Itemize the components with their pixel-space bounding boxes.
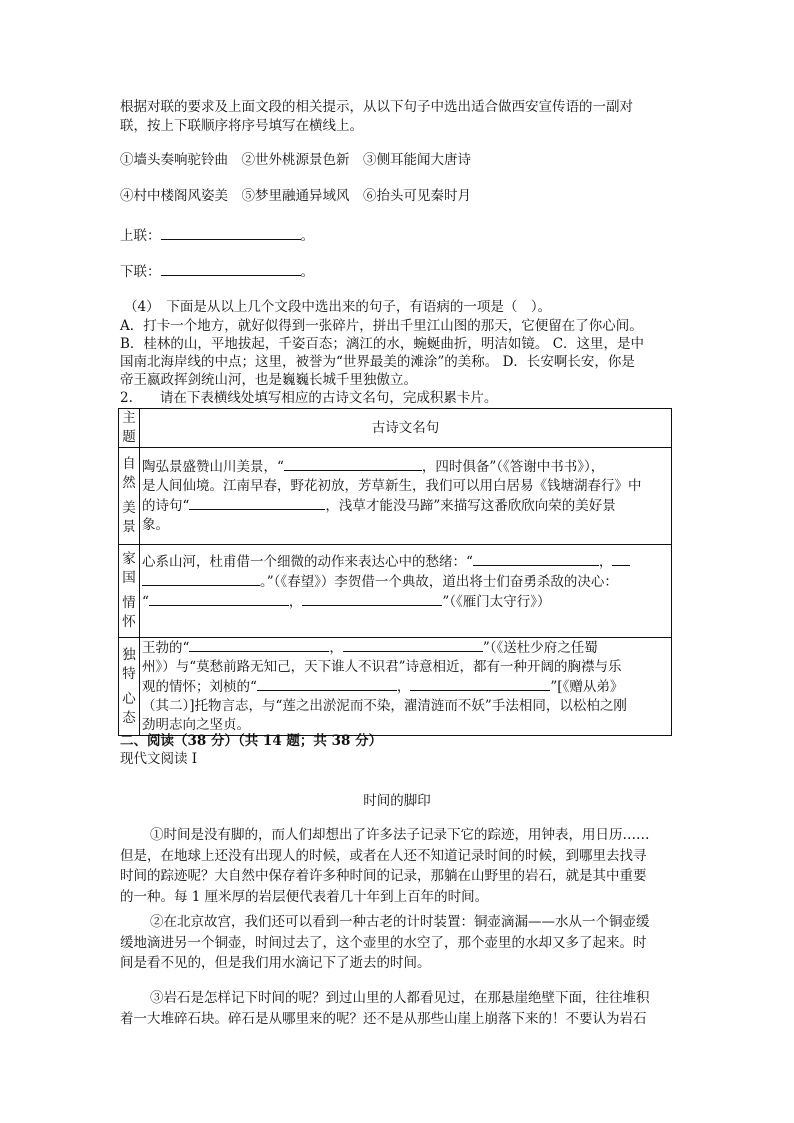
text-span: ，	[329, 640, 343, 656]
fill-blank[interactable]	[343, 638, 483, 652]
mindset-content-cell	[140, 638, 672, 736]
paragraph-line: 缓地滴进另一个铜壶，时间过去了，这个壶里的水空了，那个壶里的水却又多了起来。时	[120, 934, 647, 951]
card-header-row	[119, 409, 672, 448]
paragraph-line: ②在北京故宫，我们还可以看到一种古老的计时装置：铜壶滴漏——水从一个铜壶缓	[150, 914, 650, 930]
q4-stem: （4） 下面是从以上几个文段中选出来的句子，有语病的一项是（ ）。	[124, 299, 552, 315]
article-paragraph-1	[120, 825, 676, 907]
text-line: 象。	[142, 517, 169, 533]
header-theme-char: 主	[122, 410, 136, 426]
period: 。	[300, 228, 314, 244]
period: 。	[300, 264, 314, 280]
fill-blank[interactable]	[189, 638, 329, 652]
theme-char: 情	[122, 595, 136, 611]
fill-blank[interactable]	[473, 552, 599, 566]
text-span: ”[《赠从弟》	[550, 679, 624, 695]
fill-blank[interactable]	[284, 457, 422, 471]
paragraph-line: 间是看不见的，但是我们用水滴记下了逝去的时间。	[120, 955, 431, 971]
upper-couplet-label: 上联：	[120, 228, 161, 244]
theme-patriotism-cell	[119, 545, 140, 638]
lower-couplet-label: 下联：	[120, 264, 161, 280]
text-span: ，	[396, 679, 411, 695]
q4-option-c: 国南北海岸线的中点；这里，被誉为“世界最美的滩涂”的美称。 D．长安啊长安，你是	[120, 354, 635, 370]
q4-option-a: A．打卡一个地方，就好似得到一张碎片，拼出千里江山图的那天，它便留在了你心间。	[120, 318, 643, 334]
theme-mindset-cell	[119, 638, 140, 736]
theme-char: 家	[122, 551, 136, 567]
paragraph-line: 时间的踪迹呢？大自然中保存着许多种时间的记录，那躺在山野里的岩石，就是其中重要	[120, 868, 647, 884]
theme-char: 独	[122, 646, 136, 663]
patriotism-content-cell	[140, 545, 672, 638]
theme-char: 心	[122, 690, 136, 707]
q1-instruction-line1: 根据对联的要求及上面文段的相关提示，从以下句子中选出适合做西安宣传语的一副对	[120, 99, 633, 115]
card-row-patriotism	[119, 545, 672, 638]
text-span: ，浅草才能没马蹄”来描写这番欣欣向荣的美好景	[325, 498, 616, 514]
theme-char: 景	[122, 519, 136, 535]
fill-blank[interactable]	[410, 677, 550, 691]
text-span: ”（《雁门太守行》）	[442, 593, 551, 610]
q1-instruction-line2: 联，按上下联顺序将序号填写在横线上。	[120, 118, 363, 134]
fill-blank[interactable]	[142, 572, 260, 586]
nature-content-cell	[140, 448, 672, 545]
theme-char: 怀	[122, 614, 136, 630]
paragraph-line: 但是，在地球上还没有出现人的时候，或者在人还不知道记录时间的时候，到哪里去找寻	[120, 847, 647, 864]
text-line: 劲明志向之坚贞。	[142, 717, 250, 733]
q1-options-row2: ④村中楼阁风姿美 ⑤梦里融通异域风 ⑥抬头可见秦时月	[120, 188, 471, 204]
article-paragraph-2	[120, 912, 676, 974]
q4-option-b: B．桂林的山，平地拔起，千姿百态；漓江的水，蜿蜒曲折，明洁如镜。 C．这里，是中	[120, 336, 645, 352]
q1-options-row1: ①墙头奏响驼铃曲 ②世外桃源景色新 ③侧耳能闻大唐诗	[120, 152, 471, 168]
text-line: 是人间仙境。江南早春，野花初放，芳草新生，我们可以用白居易《钱塘湖春行》中	[142, 478, 642, 494]
text-span: “	[142, 593, 149, 610]
fill-blank[interactable]	[612, 552, 630, 566]
section-heading: 二、阅读（38 分）（共 14 题；共 38 分）	[120, 733, 383, 749]
text-span: ，四时俱备”（《答谢中书书》），	[421, 459, 605, 475]
theme-char: 然	[122, 475, 136, 491]
fill-blank[interactable]	[149, 592, 289, 606]
header-title-cell: 古诗文名句	[140, 409, 672, 448]
lower-couplet-blank[interactable]	[161, 262, 301, 276]
text-line: （其二）]托物言志，与“莲之出淤泥而不染，濯清涟而不妖”手法相同，以松柏之刚	[142, 698, 627, 714]
card-row-mindset	[119, 638, 672, 736]
theme-char: 态	[122, 709, 136, 726]
fill-blank[interactable]	[302, 592, 442, 606]
theme-nature-cell	[119, 448, 140, 545]
article-paragraph-3	[120, 988, 676, 1029]
q4-option-d: 帝王嬴政挥剑统山河，也是巍巍长城千里独傲立。	[120, 372, 417, 388]
text-span: 的诗句“	[142, 498, 190, 514]
lower-couplet-line	[120, 262, 314, 282]
q2-stem: 2. 请在下表横线处填写相应的古诗文名句，完成积累卡片。	[120, 390, 498, 406]
header-theme-cell	[119, 409, 140, 448]
theme-char: 美	[122, 500, 136, 516]
poetry-card-table	[118, 408, 672, 736]
text-span: ，	[288, 593, 303, 610]
fill-blank[interactable]	[189, 496, 325, 510]
theme-char: 国	[122, 570, 136, 586]
text-span: ”（《送杜少府之任蜀	[482, 640, 598, 656]
text-span: ，	[598, 553, 613, 570]
card-row-nature	[119, 448, 672, 545]
text-span: 王勃的“	[142, 640, 190, 656]
header-theme-char: 题	[122, 429, 136, 445]
text-span: 观的情怀；刘桢的“	[142, 679, 257, 695]
text-span: 陶弘景盛赞山川美景，“	[142, 459, 284, 475]
paragraph-line: 着一大堆碎石块。碎石是从哪里来的呢？还不是从那些山崖上崩落下来的！不要认为岩石	[120, 1010, 647, 1027]
theme-char: 自	[122, 456, 136, 472]
paragraph-line: ③岩石是怎样记下时间的呢？到过山里的人都看见过，在那悬崖绝壁下面，往往堆积	[150, 990, 650, 1006]
text-line: 州》）与“莫愁前路无知己，天下谁人不识君”诗意相近，都有一种开阔的胸襟与乐	[142, 659, 622, 675]
section-subheading: 现代文阅读 I	[120, 751, 198, 767]
article-title: 时间的脚印	[363, 793, 431, 809]
upper-couplet-blank[interactable]	[161, 226, 301, 240]
text-span: 心系山河，杜甫借一个细微的动作来表达心中的愁绪：“	[142, 553, 473, 570]
paragraph-line: 的一种。每 1 厘米厚的岩层便代表着几十年到上百年的时间。	[120, 888, 489, 905]
fill-blank[interactable]	[257, 677, 397, 691]
theme-char: 特	[122, 665, 136, 682]
paragraph-line: ①时间是没有脚的，而人们却想出了许多法子记录下它的踪迹，用钟表，用日历……	[150, 827, 650, 843]
text-span: 。”（《春望》）李贺借一个典故，道出将士们奋勇杀敌的决心：	[260, 573, 618, 590]
upper-couplet-line	[120, 226, 314, 246]
